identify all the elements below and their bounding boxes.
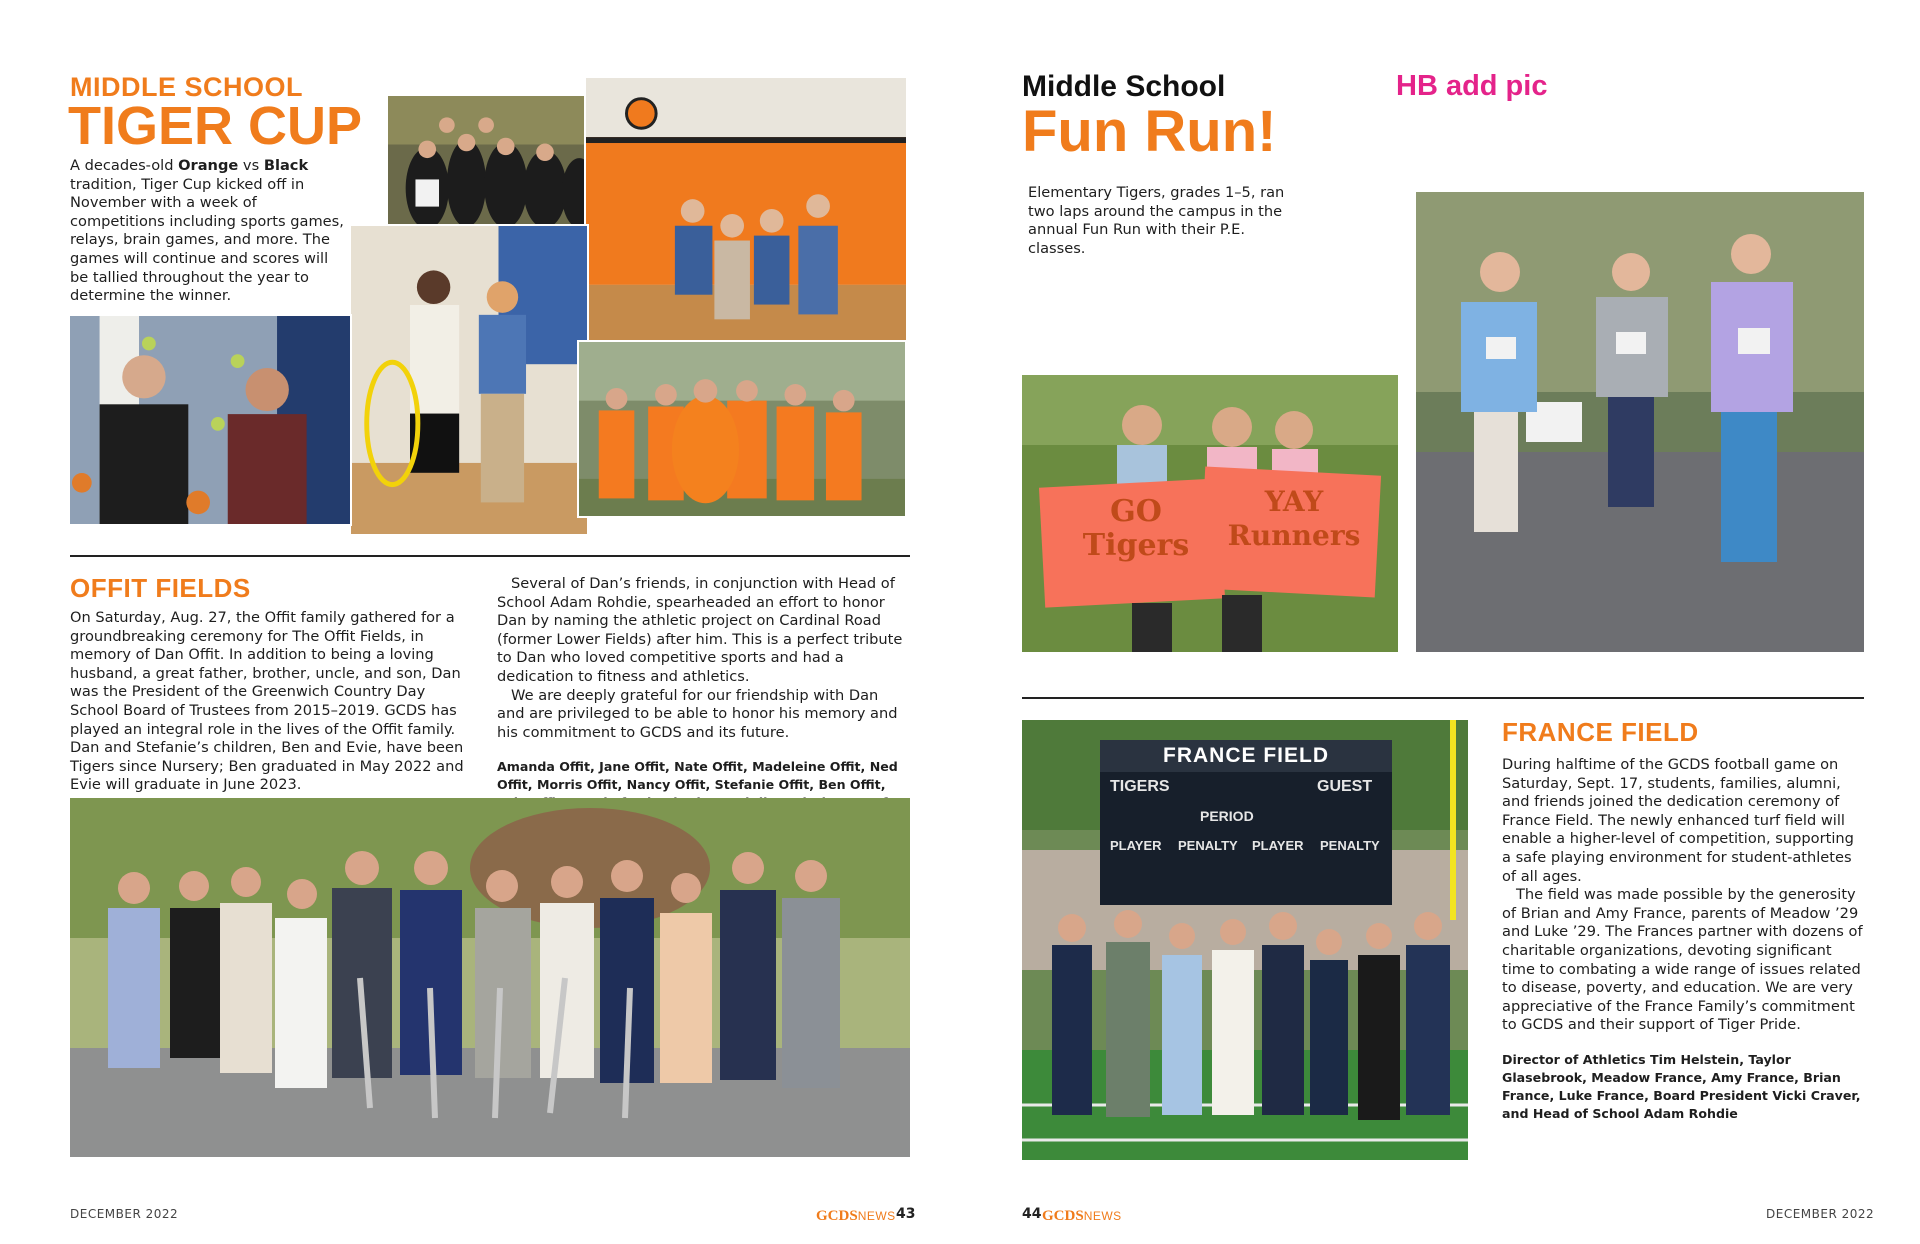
fun-run-photo-runners [1416,192,1864,652]
france-field-text [1502,756,1864,1123]
offit-column-2 [497,575,907,830]
offit-para-2: Several of Dan’s friends, in conjunction with Head of School Adam Rohdie, spearheaded an effort to honor Dan by naming the athletic project on Cardinal Road (former Lower Fields) after him. This is a perfect tribute to Dan who loved competitive sports and had a dedication to fitness and athletics. [497,575,903,685]
scoreboard-player-home: PLAYER [1110,838,1162,853]
scoreboard-penalty-home: PENALTY [1178,838,1238,853]
scoreboard-away: GUEST [1317,778,1373,795]
left-footer-brand-a: GCDS [816,1208,858,1224]
france-field-title: FRANCE FIELD [1502,717,1699,747]
left-footer-brand-b: NEWS [857,1209,896,1223]
right-divider-rule [1022,697,1864,699]
tiger-cup-photo-orange-group [577,340,907,518]
right-footer-brand-a: GCDS [1042,1208,1084,1224]
tiger-cup-photo-juggling [68,314,352,526]
right-page-number: 44 [1022,1206,1042,1222]
tiger-cup-kicker: MIDDLE SCHOOL [70,72,303,102]
france-field-photo [1022,720,1468,1160]
offit-column-1 [70,609,476,795]
tiger-cup-photo-hula-hoop [349,224,589,536]
scoreboard-player-away: PLAYER [1252,838,1304,853]
tiger-cup-body: A decades-old Orange vs Black tradition, Tiger Cup kicked off in November with a week of competitions including sports games, relays, brain games, and more. The games will continue and scores will be tallied throughout the year to determine the winner. [70,157,344,305]
fun-run-body: Elementary Tigers, grades 1–5, ran two laps around the campus in the annual Fun Run with their P.E. classes. [1028,184,1285,257]
scoreboard-home: TIGERS [1110,778,1170,795]
tiger-cup-title: TIGER CUP [68,96,363,156]
right-footer-date: DECEMBER 2022 [1766,1207,1875,1221]
offit-caption: Amanda Offit, Jane Offit, Nate Offit, Madeleine Offit, Ned Offit, Morris Offit, Nancy Offit, Stefanie Offit, Ben Offit, [497,759,898,793]
editor-note: HB add pic [1396,70,1548,102]
offit-para-1: On Saturday, Aug. 27, the Offit family gathered for a groundbreaking ceremony for The Offit Fields, in memory of Dan Offit. In addition to being a loving husband, a great father, brother, uncle, and son, Dan was the President of the Greenwich Country Day School Board of Trustees from 2015–2019. GCDS has played an integral role in the lives of the Offit family. Dan and Stefanie’s children, Ben and Evie, have been Tigers since Nursery; Ben graduated in May 2022 and Evie will graduate in June 2023. [70,609,464,794]
left-footer-date: DECEMBER 2022 [70,1207,179,1221]
left-divider-rule [70,555,910,557]
tiger-cup-photo-group-hats [386,94,598,228]
right-footer-brand-b: NEWS [1083,1209,1122,1223]
sign-yay-runners: YAY Runners [1227,485,1361,552]
left-footer-masthead [816,1205,896,1225]
right-footer-masthead [1042,1205,1122,1225]
france-caption: Director of Athletics Tim Helstein, Taylor Glasebrook, Meadow France, Amy France, Brian France, Luke France, Board President Vicki Craver, and Head of School Adam Rohdie [1502,1051,1861,1121]
scoreboard-title: FRANCE FIELD [1163,744,1329,767]
france-para-1: During halftime of the GCDS football game on Saturday, Sept. 17, students, families, alumni, and friends joined the dedication ceremony of France Field. The newly enhanced turf field will enable a higher-level of competition, supporting a safe playing environment for student-athletes of all ages. [1502,756,1854,885]
scoreboard-period: PERIOD [1200,808,1254,824]
left-page-number: 43 [896,1206,916,1222]
france-para-2: The field was made possible by the generosity of Brian and Amy France, parents of Meadow ’29 and Luke ’29. The Frances partner with dozens of charitable organizations, devoting significant time to combating a wide range of issues related to disease, poverty, and education. We are very appreciative of the France Family’s commitment to GCDS and their support of Tiger Pride. [1502,886,1863,1034]
tiger-cup-photo-volleyball [584,76,908,344]
scoreboard-penalty-away: PENALTY [1320,838,1380,853]
offit-fields-title: OFFIT FIELDS [70,573,251,603]
sign-go-tigers: GO Tigers [1082,494,1190,563]
fun-run-photo-signs [1022,375,1398,652]
offit-groundbreaking-photo [70,798,910,1157]
fun-run-kicker: Middle School [1022,70,1226,103]
offit-para-3: We are deeply grateful for our friendship with Dan and are privileged to be able to honor his memory and his commitment to GCDS and its future. [497,686,898,741]
fun-run-title: Fun Run! [1022,99,1277,164]
